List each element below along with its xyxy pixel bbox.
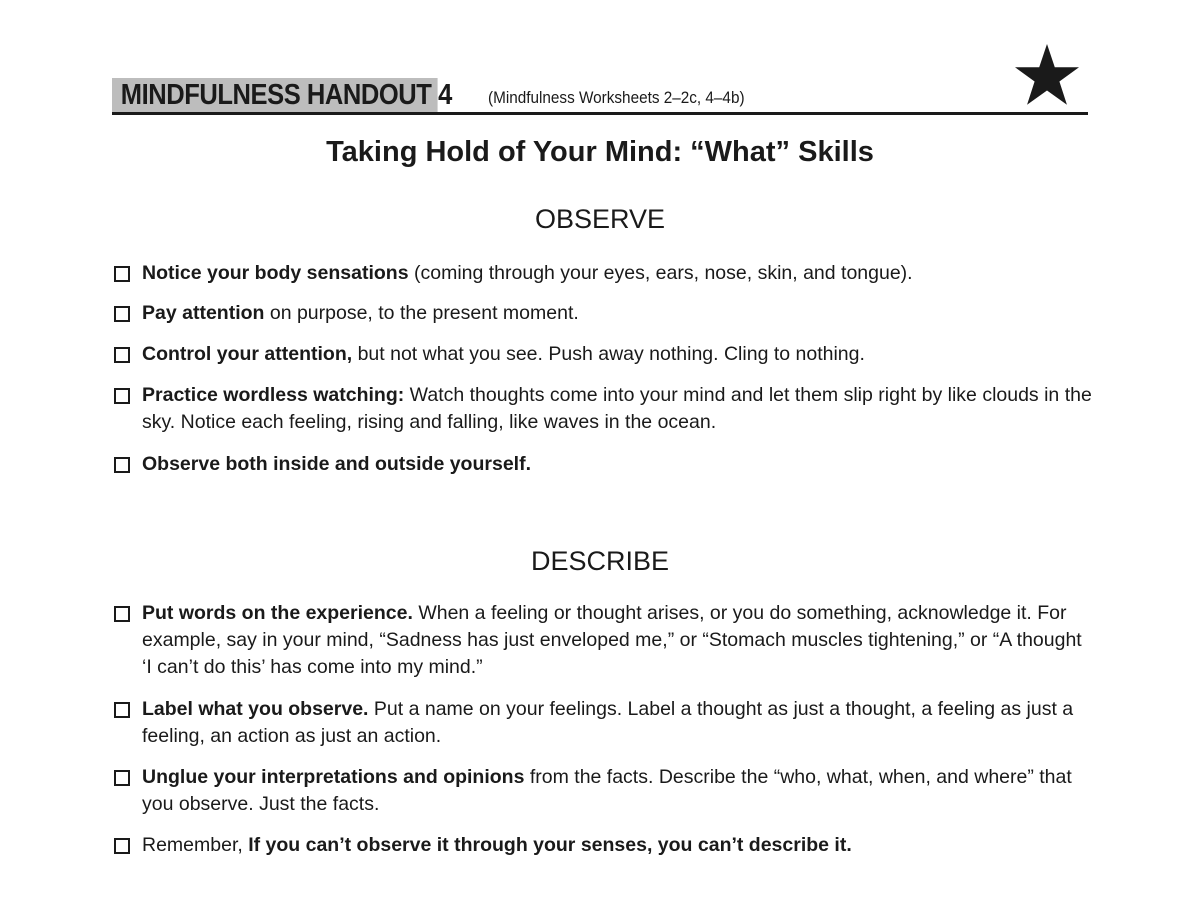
checkbox[interactable] bbox=[114, 457, 130, 473]
checkbox[interactable] bbox=[114, 838, 130, 854]
item-bold: If you can’t observe it through your senses, you can’t describe it. bbox=[248, 834, 852, 856]
item-text: on purpose, to the present moment. bbox=[264, 302, 579, 324]
item-bold: Pay attention bbox=[142, 302, 265, 324]
describe-item bbox=[114, 600, 1094, 681]
describe-item bbox=[114, 764, 1094, 818]
checkbox[interactable] bbox=[114, 266, 130, 282]
handout-label: MINDFULNESS HANDOUT 4 bbox=[112, 78, 438, 112]
page-title: Taking Hold of Your Mind: “What” Skills bbox=[326, 136, 874, 168]
header-rule bbox=[112, 112, 1088, 115]
checkbox[interactable] bbox=[114, 606, 130, 622]
observe-heading: OBSERVE bbox=[534, 204, 666, 234]
item-bold: Label what you observe. bbox=[142, 698, 369, 720]
describe-item bbox=[114, 832, 1094, 859]
item-bold: Control your attention, bbox=[142, 343, 353, 365]
item-bold: Observe both inside and outside yourself. bbox=[142, 453, 531, 475]
observe-item bbox=[114, 260, 1094, 287]
item-prefix: Remember, bbox=[142, 834, 249, 856]
observe-item bbox=[114, 341, 1094, 368]
checkbox[interactable] bbox=[114, 770, 130, 786]
observe-item bbox=[114, 300, 1094, 327]
item-bold: Notice your body sensations bbox=[142, 262, 409, 284]
observe-item bbox=[114, 451, 1094, 478]
checkbox[interactable] bbox=[114, 347, 130, 363]
observe-item bbox=[114, 382, 1094, 436]
checkbox[interactable] bbox=[114, 388, 130, 404]
item-text: but not what you see. Push away nothing. Cling to nothing. bbox=[352, 343, 865, 365]
describe-heading: DESCRIBE bbox=[530, 546, 670, 576]
describe-item bbox=[114, 696, 1094, 750]
item-bold: Put words on the experience. bbox=[142, 602, 413, 624]
item-text: (coming through your eyes, ears, nose, skin, and tongue). bbox=[408, 262, 913, 284]
item-text: Put a name on your feelings. Label a thought as just a thought, a feeling as just a feeling, an action as just an action. bbox=[142, 698, 1074, 747]
checkbox[interactable] bbox=[114, 306, 130, 322]
item-text: When a feeling or thought arises, or you do something, acknowledge it. For example, say in your mind, “Sadness has just enveloped me,” or “Stomach muscles tightening,” or “A thought ‘I can’t do this’ has come into my mind.” bbox=[142, 602, 1082, 678]
checkbox[interactable] bbox=[114, 702, 130, 718]
item-text: Watch thoughts come into your mind and let them slip right by like clouds in the sky. Notice each feeling, rising and falling, like waves in the ocean. bbox=[142, 384, 1092, 433]
item-text: from the facts. Describe the “who, what, when, and where” that you observe. Just the facts. bbox=[142, 766, 1072, 815]
item-bold: Practice wordless watching: bbox=[142, 384, 405, 406]
star-icon bbox=[1014, 42, 1080, 108]
worksheet-reference: (Mindfulness Worksheets 2–2c, 4–4b) bbox=[488, 88, 745, 107]
item-bold: Unglue your interpretations and opinions bbox=[142, 766, 525, 788]
handout-header bbox=[112, 74, 1088, 114]
